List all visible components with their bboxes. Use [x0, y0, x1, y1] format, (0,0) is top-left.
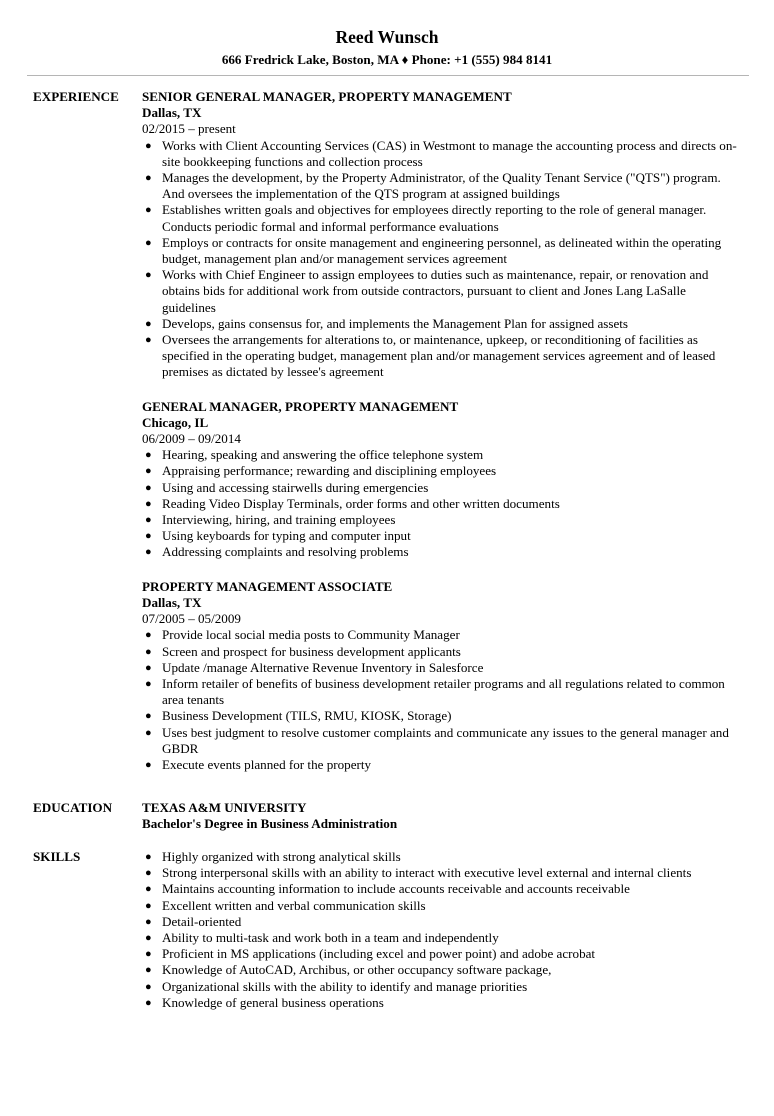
bullet-item — [142, 202, 742, 234]
bullet-item — [142, 463, 742, 479]
bullet-icon: ● — [145, 334, 152, 347]
bullet-icon: ● — [145, 964, 152, 977]
bullet-text: Oversees the arrangements for alterations to, or maintenance, upkeep, or reconditioning of facilities as specified in the operating budget, management plan and/or management services agreement and of leased premises as dictated by lessee's agreement — [162, 332, 716, 380]
skill-text: Maintains accounting information to include accounts receivable and accounts receivable — [162, 881, 630, 897]
skill-item — [142, 898, 742, 914]
bullet-text: Reading Video Display Terminals, order forms and other written documents — [162, 495, 560, 511]
skill-item — [142, 865, 742, 881]
bullet-text: Works with Chief Engineer to assign employees to duties such as maintenance, repair, or renovation and obtains bids for additional work from outside contractors, pursuant to client and Jones Lang LaSalle guidelines — [162, 267, 709, 315]
bullet-item — [142, 138, 742, 170]
bullet-icon: ● — [145, 726, 152, 739]
bullet-icon: ● — [145, 139, 152, 152]
skills-body — [142, 849, 742, 1011]
bullet-item — [142, 660, 742, 676]
experience-body — [142, 89, 742, 791]
bullet-item — [142, 757, 742, 773]
bullet-icon: ● — [145, 677, 152, 690]
job-dates: 07/2005 – 05/2009 — [142, 611, 241, 627]
section-label-skills: SKILLS — [33, 849, 81, 864]
bullet-item — [142, 708, 742, 724]
bullet-text: Provide local social media posts to Community Manager — [162, 627, 460, 643]
bullet-item — [142, 725, 742, 757]
skill-text: Knowledge of AutoCAD, Archibus, or other occupancy software package, — [162, 962, 552, 978]
skill-text: Excellent written and verbal communication skills — [162, 897, 426, 913]
bullet-icon: ● — [145, 172, 152, 185]
skill-text: Strong interpersonal skills with an ability to interact with executive level external and internal clients — [162, 865, 692, 881]
bullet-icon: ● — [145, 980, 152, 993]
bullet-icon: ● — [145, 948, 152, 961]
bullet-item — [142, 528, 742, 544]
bullet-icon: ● — [145, 899, 152, 912]
skill-text: Proficient in MS applications (including excel and power point) and adobe acrobat — [162, 946, 596, 962]
bullet-item — [142, 496, 742, 512]
job-location: Dallas, TX — [142, 105, 202, 121]
bullet-icon: ● — [145, 236, 152, 249]
skill-item — [142, 962, 742, 978]
skill-text: Ability to multi-task and work both in a team and independently — [162, 930, 499, 946]
bullet-text: Manages the development, by the Property Administrator, of the Quality Tenant Service ("QTS") program. And oversees the implementation of the QTS program at assigned buildings — [162, 170, 721, 202]
bullet-icon: ● — [145, 465, 152, 478]
bullet-text: Addressing complaints and resolving problems — [162, 544, 409, 560]
bullet-item — [142, 316, 742, 332]
job-bullets — [142, 627, 742, 773]
bullet-item — [142, 170, 742, 202]
skill-text: Highly organized with strong analytical skills — [162, 849, 401, 864]
bullet-text: Works with Client Accounting Services (CAS) in Westmont to manage the accounting process and directs on-site bookkeeping functions and collection process — [162, 137, 737, 169]
skill-item — [142, 881, 742, 897]
bullet-text: Update /manage Alternative Revenue Inventory in Salesforce — [162, 659, 484, 675]
bullet-icon: ● — [145, 269, 152, 282]
degree: Bachelor's Degree in Business Administration — [142, 816, 398, 832]
bullet-text: Business Development (TILS, RMU, KIOSK, Storage) — [162, 708, 452, 724]
job-dates: 06/2009 – 09/2014 — [142, 431, 241, 447]
bullet-icon: ● — [145, 915, 152, 928]
education-body — [142, 800, 742, 832]
bullet-item — [142, 544, 742, 560]
skill-item — [142, 979, 742, 995]
job-title: SENIOR GENERAL MANAGER, PROPERTY MANAGEMENT — [142, 89, 512, 104]
bullet-icon: ● — [145, 996, 152, 1009]
skills-list — [142, 849, 742, 1011]
bullet-icon: ● — [145, 449, 152, 462]
bullet-icon: ● — [145, 867, 152, 880]
job-title: PROPERTY MANAGEMENT ASSOCIATE — [142, 578, 393, 594]
section-label-experience: EXPERIENCE — [33, 89, 119, 104]
job-title: GENERAL MANAGER, PROPERTY MANAGEMENT — [142, 398, 459, 414]
bullet-text: Inform retailer of benefits of business development retailer programs and all regulations related to common area tenants — [162, 675, 725, 708]
bullet-item — [142, 480, 742, 496]
bullet-item — [142, 267, 742, 316]
bullet-text: Establishes written goals and objectives for employees directly reporting to the role of general manager. Conducts periodic formal and informal performance evaluations — [162, 202, 707, 234]
bullet-icon: ● — [145, 661, 152, 674]
bullet-icon: ● — [145, 317, 152, 330]
bullet-text: Uses best judgment to resolve customer complaints and communicate any issues to the general manager and GBDR — [162, 724, 729, 756]
bullet-text: Develops, gains consensus for, and implements the Management Plan for assigned assets — [162, 315, 629, 331]
bullet-icon: ● — [145, 851, 152, 863]
job-entry — [142, 579, 742, 773]
bullet-text: Interviewing, hiring, and training employees — [162, 512, 396, 528]
bullet-icon: ● — [145, 204, 152, 217]
bullet-icon: ● — [145, 932, 152, 945]
skill-text: Detail-oriented — [162, 913, 242, 929]
bullet-text: Screen and prospect for business development applicants — [162, 643, 461, 659]
job-bullets — [142, 447, 742, 560]
bullet-icon: ● — [145, 497, 152, 510]
bullet-item — [142, 235, 742, 267]
bullet-icon: ● — [145, 710, 152, 723]
bullet-icon: ● — [145, 546, 152, 559]
school-name: TEXAS A&M UNIVERSITY — [142, 800, 307, 815]
skill-item — [142, 930, 742, 946]
bullet-item — [142, 627, 742, 643]
bullet-item — [142, 512, 742, 528]
skill-item — [142, 849, 742, 865]
skill-text: Organizational skills with the ability to identify and manage priorities — [162, 978, 528, 994]
skill-item — [142, 914, 742, 930]
bullet-text: Hearing, speaking and answering the office telephone system — [162, 447, 484, 463]
skill-item — [142, 946, 742, 962]
candidate-name: Reed Wunsch — [335, 27, 439, 47]
bullet-item — [142, 644, 742, 660]
bullet-text: Using keyboards for typing and computer input — [162, 528, 411, 544]
bullet-icon: ● — [145, 481, 152, 494]
bullet-icon: ● — [145, 530, 152, 543]
bullet-icon: ● — [145, 645, 152, 658]
job-dates: 02/2015 – present — [142, 121, 236, 137]
bullet-text: Appraising performance; rewarding and disciplining employees — [162, 463, 497, 479]
bullet-item — [142, 332, 742, 381]
skill-text: Knowledge of general business operations — [162, 994, 384, 1010]
skill-item — [142, 995, 742, 1011]
bullet-item — [142, 676, 742, 708]
contact-line: 666 Fredrick Lake, Boston, MA ♦ Phone: +1 (555) 984 8141 — [221, 52, 553, 67]
bullet-icon: ● — [145, 883, 152, 896]
bullet-item — [142, 447, 742, 463]
job-entry — [142, 399, 742, 561]
bullet-text: Using and accessing stairwells during emergencies — [162, 479, 429, 495]
job-entry — [142, 89, 742, 381]
bullet-text: Employs or contracts for onsite management and engineering personnel, as delineated within the operating budget, management plan and/or management services agreement — [162, 234, 722, 267]
bullet-icon: ● — [145, 629, 152, 642]
job-location: Dallas, TX — [142, 594, 202, 610]
bullet-icon: ● — [145, 758, 152, 771]
bullet-text: Execute events planned for the property — [162, 756, 372, 772]
bullet-icon: ● — [145, 514, 152, 527]
section-label-education: EDUCATION — [33, 800, 113, 815]
job-location: Chicago, IL — [142, 414, 209, 430]
header-divider — [27, 75, 749, 76]
job-bullets — [142, 138, 742, 381]
